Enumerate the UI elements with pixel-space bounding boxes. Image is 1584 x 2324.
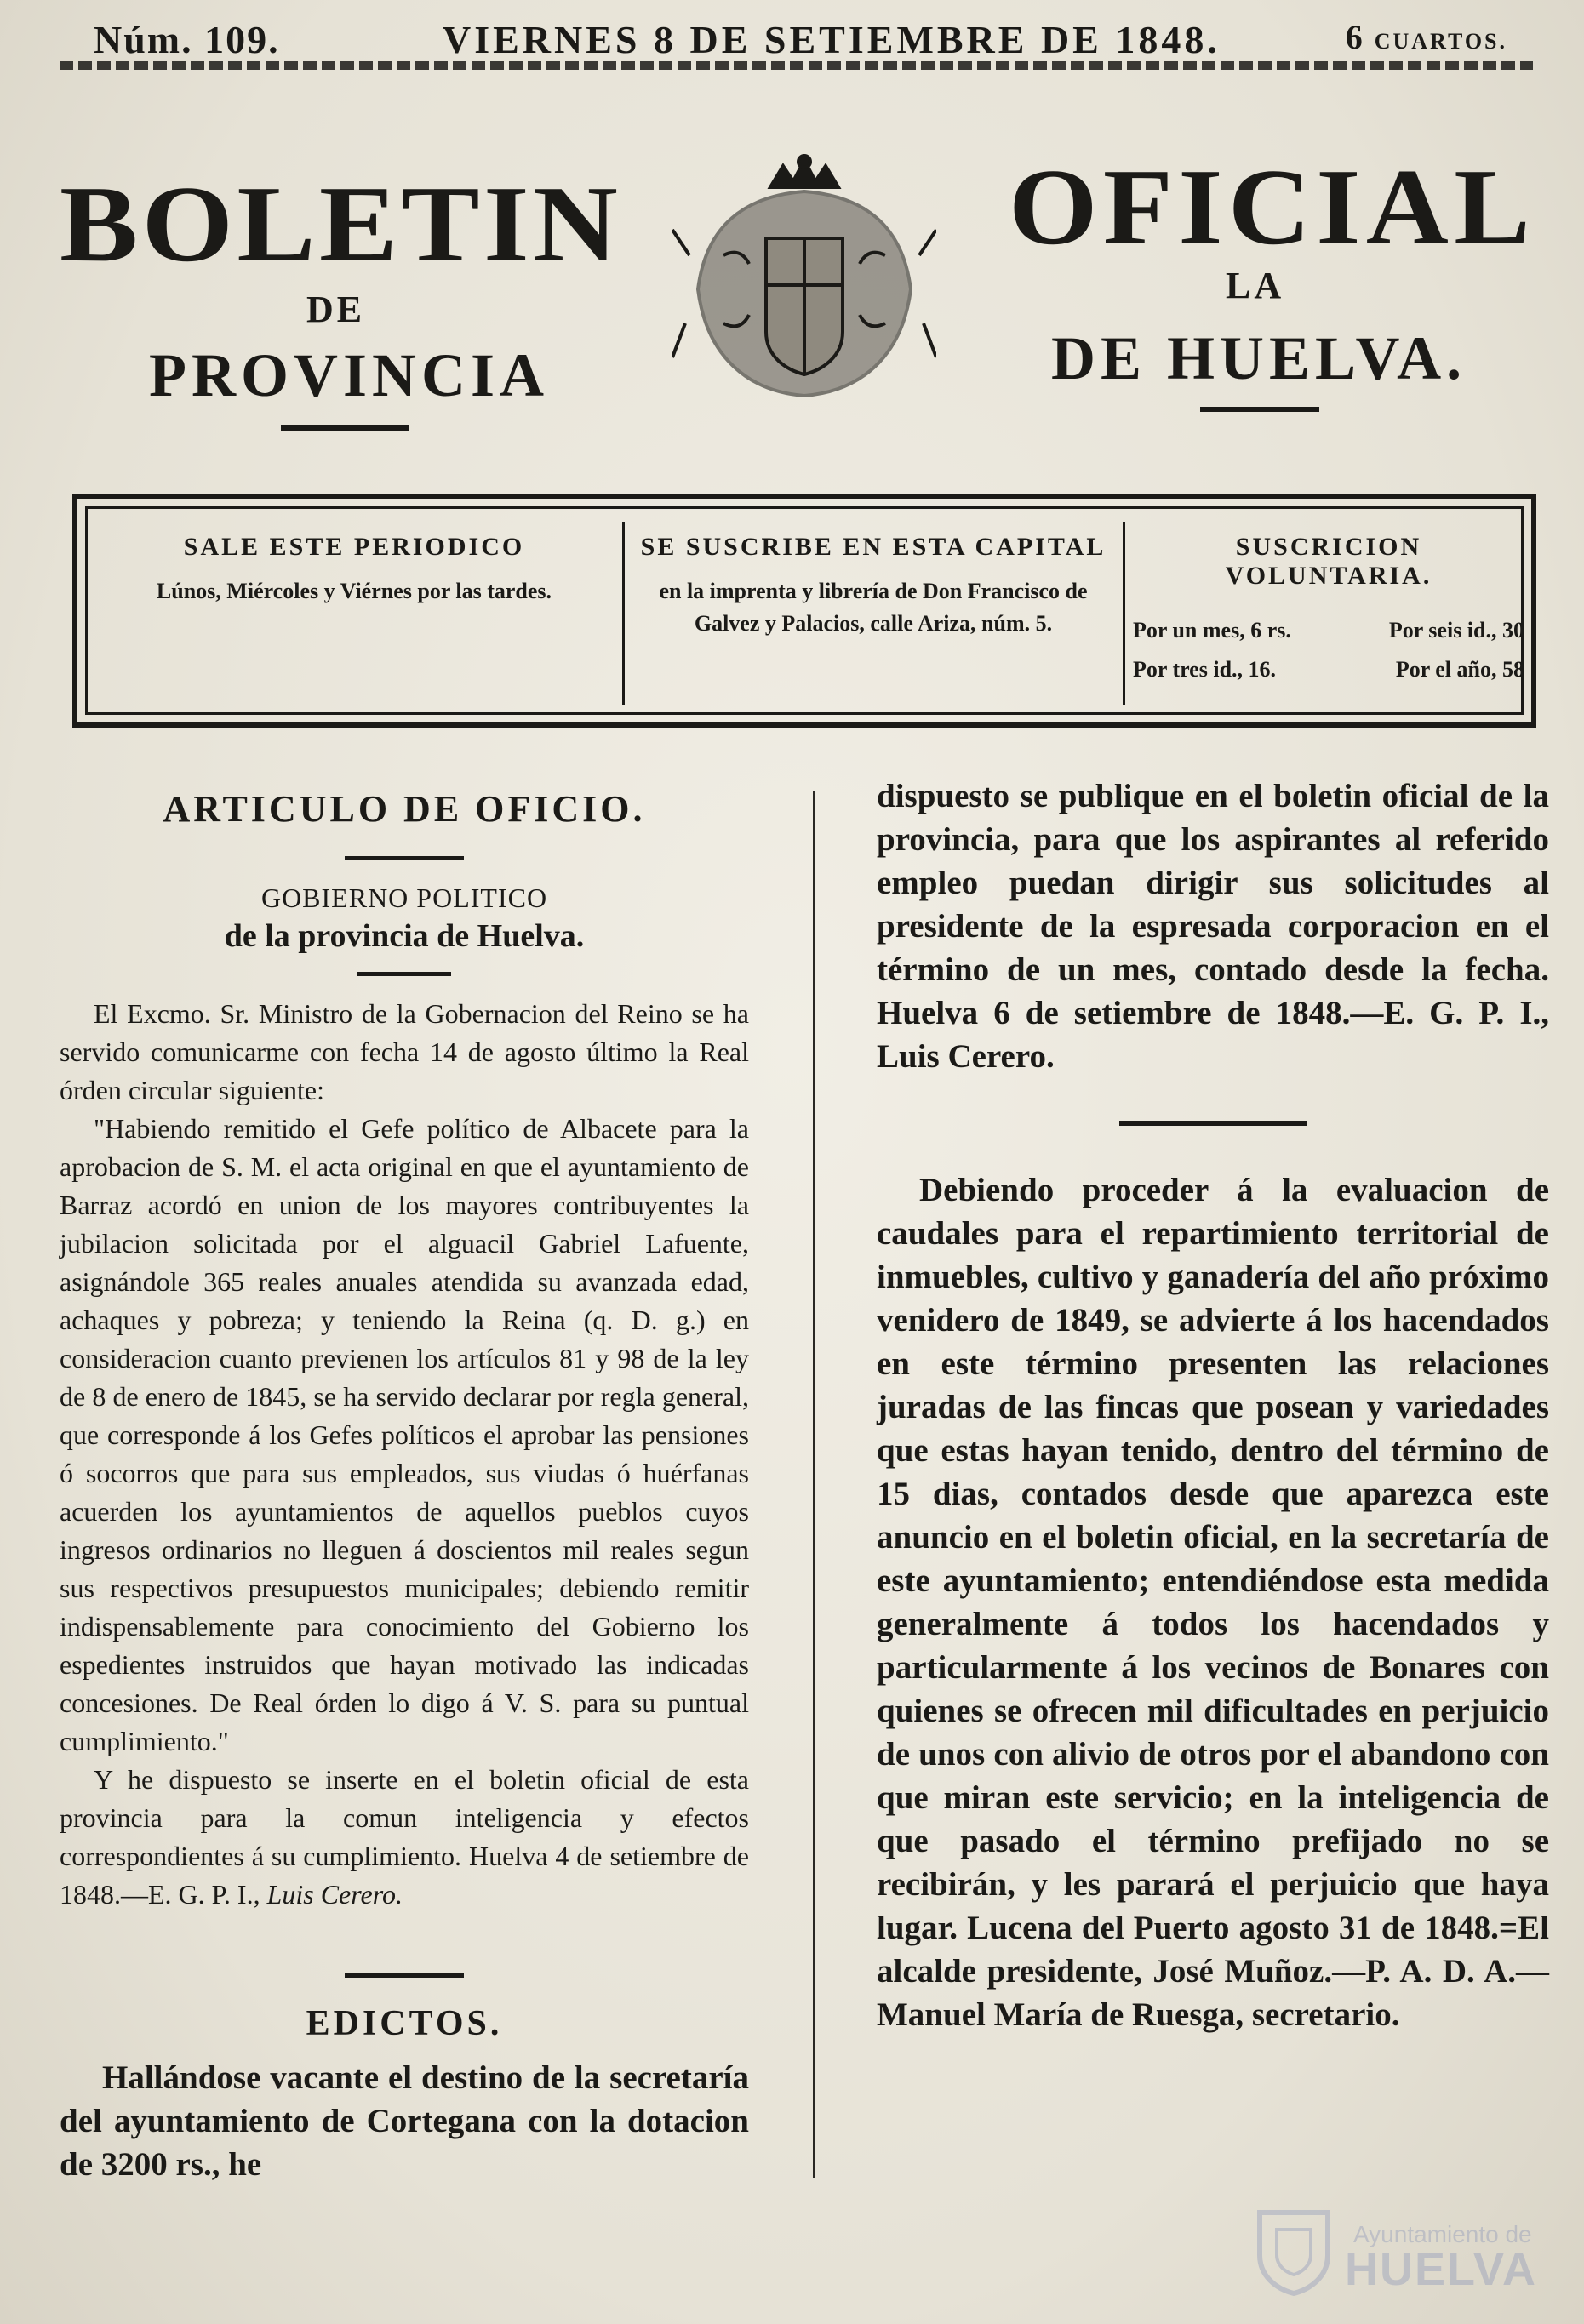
section-title-articulo: ARTICULO DE OFICIO. [163,788,646,830]
paragraph: El Excmo. Sr. Ministro de la Gobernacion del Reino se ha servido comunicarme con fecha 14 de agosto último la Real órden circular siguiente: [60,998,749,1105]
box-divider [1123,522,1125,705]
box-divider [622,522,625,705]
issue-number: Núm. 109. [94,18,280,61]
section-rule [1119,1121,1307,1126]
masthead-boletin: BOLETIN [60,163,622,284]
paragraph: Hallándose vacante el destino de la secretaría del ayuntamiento de Cortegana con la dotacion de 3200 rs., he [60,2059,749,2183]
edicto-text [60,2056,749,2186]
paragraph [60,1761,749,1914]
gobierno-subheading: de la provincia de Huelva. [224,918,585,954]
masthead [0,128,1584,451]
archive-watermark [1226,2196,1537,2298]
issue-price [1346,17,1507,57]
rate-six-months: Por seis id., 30 [1388,618,1524,642]
subscription-rates [1133,533,1524,689]
masthead-la: LA [1226,265,1285,306]
watermark-line2: HUELVA [1345,2244,1537,2295]
header-rule [60,61,1533,70]
gobierno-heading: GOBIERNO POLITICO [260,882,548,913]
paragraph: dispuesto se publique en el boletin oficial de la provincia, para que los aspirantes al referido empleo puedan dirigir sus solicitudes al presidente de la espresada corporacion en el término de un mes, contado desde la fecha. Huelva 6 de setiembre de 1848.—E. G. P. I., Luis Cerero. [877,778,1549,1075]
price-unit: CUARTOS. [1374,29,1507,54]
rate-three-months: Por tres id., 16. [1133,657,1277,682]
shield-icon [1251,2204,1336,2298]
rate-one-year: Por el año, 58 [1395,657,1524,682]
masthead-underline-left [281,425,409,431]
circular-text [60,995,749,1914]
masthead-underline-right [1200,407,1319,412]
paragraph: Debiendo proceder á la evaluacion de caudales para el repartimiento territorial de inmuebles, cultivo y ganadería del año próximo venidero de 1849, se advierte á los hacendados en este término presenten las relaciones juradas de las fincas que posean y variedades que estas hayan tenido, dentro del término de 15 dias, contados desde que aparezca este anuncio en el boletin oficial, en la secretaría de este ayuntamiento; entendiéndose esta medida generalmente á todos los hacendados y particularmente á los vecinos de Bonares con quienes se ofrecen mil dificultades en perjuicio de unos con alivio de otros por el abandono con que miran este servicio; en la inteligencia de que pasado el término prefijado no se recibirán, y les parará el perjuicio que haya lugar. Lucena del Puerto agosto 31 de 1848.=El alcalde presidente, José Muñoz.—P. A. D. A.—Manuel María de Ruesga, secretario. [877,1172,1549,2033]
masthead-provincia: PROVINCIA [149,341,550,409]
price-value: 6 [1345,18,1364,56]
schedule-title: SALE ESTE PERIODICO [183,533,525,561]
paragraph: "Habiendo remitido el Gefe político de Albacete para la aprobacion de S. M. el acta original en que el ayuntamiento de Barraz acordó en union de los mayores contribuyentes la jubilacion solicitada por el alguacil Gabriel Lafuente, asignándole 365 reales anuales atendida su avanzada edad, achaques y pobreza; y teniendo la Reina (q. D. g.) en consideracion cuanto previenen los artículos 81 y 98 de la ley de 8 de enero de 1845, se ha servido declarar por regla general, que corresponde á los Gefes políticos el aprobar las pensiones ó socorros que para sus empleados, sus viudas ó huérfanas acuerden los ayuntamientos de aquellos pueblos cuyos ingresos ordinarios no lleguen á doscientos mil reales segun sus respectivos presupuestos municipales; debiendo remitir indispensablemente para conocimiento del Gobierno los espedientes instruidos que hayan motivado las indicadas concesiones. De Real órden lo digo á V. S. para su puntual cumplimiento." [60,1113,749,1756]
masthead-de-huelva: DE HUELVA. [1051,324,1467,392]
subscription-schedule [94,533,614,608]
signature: Luis Cerero. [266,1879,403,1910]
section-rule [345,856,464,860]
evaluacion-notice [877,1168,1549,2036]
masthead-oficial: OFICIAL [1009,146,1536,267]
issue-header [85,17,1524,68]
column-divider [813,791,815,2178]
where-title: SE SUSCRIBE EN ESTA CAPITAL [640,533,1107,561]
left-column [60,779,749,2186]
schedule-text: Lúnos, Miércoles y Viérnes por las tardes. [156,579,552,603]
rates-title: SUSCRICION VOLUNTARIA. [1225,533,1432,590]
paragraph-text: Y he dispuesto se inserte en el boletin oficial de esta provincia para la comun inteligencia y efectos correspondientes á su cumplimiento. Huelva 4 de setiembre de 1848.—E. G. P. I., [60,1764,749,1910]
section-rule [357,972,451,976]
where-text: en la imprenta y librería de Don Francisco de Galvez y Palacios, calle Ariza, núm. 5. [659,579,1088,636]
section-title-edictos: EDICTOS. [306,2004,503,2043]
masthead-de: DE [306,288,366,330]
edicto-continuation [877,774,1549,1078]
subscription-box [72,494,1536,728]
section-rule [345,1973,464,1978]
subscription-where [631,533,1116,640]
issue-date: VIERNES 8 DE SETIEMBRE DE 1848. [443,18,1221,61]
rates-table [1133,611,1524,689]
watermark-line1: Ayuntamiento de [1353,2221,1532,2247]
rate-one-month: Por un mes, 6 rs. [1133,618,1291,642]
right-column [877,774,1549,2036]
coat-of-arms-icon [672,153,936,408]
